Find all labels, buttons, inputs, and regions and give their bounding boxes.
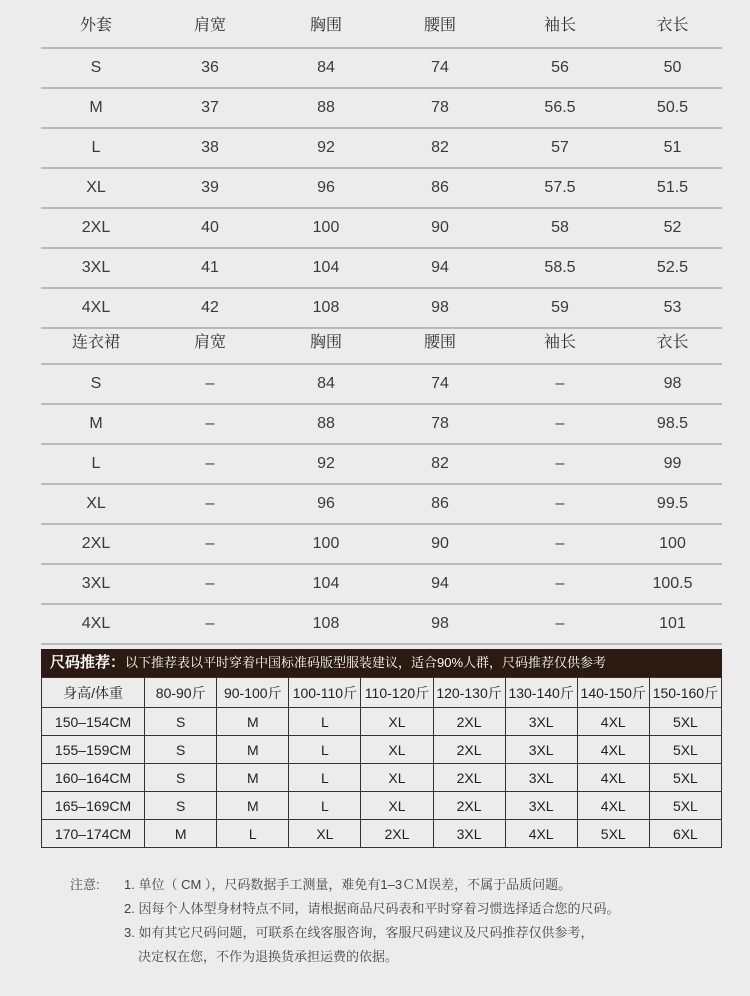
- measurement-cell: 53: [623, 288, 722, 328]
- recommended-size-cell: 6XL: [649, 820, 721, 848]
- measurement-cell: –: [151, 364, 269, 404]
- recommended-size-cell: 5XL: [649, 736, 721, 764]
- recommended-size-cell: 2XL: [433, 764, 505, 792]
- weight-range-header: 110-120斤: [361, 678, 433, 708]
- measurement-cell: 78: [383, 404, 497, 444]
- measurement-cell: 50.5: [623, 88, 722, 128]
- measurement-cell: 38: [151, 128, 269, 168]
- notes-label: 注意:: [70, 877, 100, 892]
- dress-header-cell: 胸围: [269, 317, 383, 364]
- size-label-cell: XL: [41, 168, 151, 208]
- note-text: 1. 单位（ CM ），尺码数据手工测量，难免有1–3ＣＭ误差，不属于品质问题。: [124, 877, 572, 892]
- dress-header-cell: 连衣裙: [41, 317, 151, 364]
- recommended-size-cell: 2XL: [361, 820, 433, 848]
- weight-range-header: 100-110斤: [289, 678, 361, 708]
- recommended-size-cell: XL: [361, 792, 433, 820]
- measurement-cell: 86: [383, 484, 497, 524]
- coat-header-cell: 肩宽: [151, 0, 269, 48]
- measurement-cell: 82: [383, 128, 497, 168]
- measurement-cell: 56.5: [497, 88, 623, 128]
- measurement-cell: 90: [383, 524, 497, 564]
- measurement-cell: 86: [383, 168, 497, 208]
- dress-table-row: [41, 604, 722, 644]
- recommended-size-cell: L: [289, 764, 361, 792]
- note-line: [70, 897, 619, 921]
- coat-header-cell: 袖长: [497, 0, 623, 48]
- recommended-size-cell: M: [217, 792, 289, 820]
- recommended-size-cell: L: [217, 820, 289, 848]
- recommended-size-cell: 4XL: [577, 708, 649, 736]
- dress-header-cell: 腰围: [383, 317, 497, 364]
- measurement-cell: –: [151, 604, 269, 644]
- measurement-cell: –: [151, 444, 269, 484]
- measurement-cell: –: [497, 524, 623, 564]
- note-line: [70, 945, 619, 969]
- measurement-cell: 56: [497, 48, 623, 88]
- recommended-size-cell: M: [145, 820, 217, 848]
- recommended-size-cell: 5XL: [649, 792, 721, 820]
- recommendation-table: [41, 677, 722, 848]
- coat-table-row: [41, 48, 722, 88]
- measurement-cell: 50: [623, 48, 722, 88]
- measurement-cell: 108: [269, 288, 383, 328]
- recommendation-header-row: [42, 678, 722, 708]
- dress-header-row: [41, 317, 722, 364]
- measurement-cell: 74: [383, 364, 497, 404]
- measurement-cell: 101: [623, 604, 722, 644]
- dress-header-cell: 衣长: [623, 317, 722, 364]
- measurement-cell: 98: [383, 288, 497, 328]
- recommended-size-cell: M: [217, 708, 289, 736]
- measurement-cell: 36: [151, 48, 269, 88]
- measurement-cell: –: [497, 564, 623, 604]
- measurement-cell: 100: [269, 524, 383, 564]
- measurement-cell: 100: [623, 524, 722, 564]
- coat-table-row: [41, 168, 722, 208]
- measurement-cell: 74: [383, 48, 497, 88]
- weight-range-header: 150-160斤: [649, 678, 721, 708]
- measurement-cell: –: [497, 404, 623, 444]
- size-label-cell: XL: [41, 484, 151, 524]
- recommended-size-cell: 4XL: [577, 764, 649, 792]
- coat-table-row: [41, 248, 722, 288]
- recommended-size-cell: 3XL: [433, 820, 505, 848]
- note-text: 3. 如有其它尺码问题，可联系在线客服咨询，客服尺码建议及尺码推荐仅供参考，: [124, 925, 594, 940]
- coat-size-table: [41, 0, 722, 329]
- height-range-cell: 165–169CM: [42, 792, 145, 820]
- measurement-cell: 99.5: [623, 484, 722, 524]
- measurement-cell: 82: [383, 444, 497, 484]
- size-label-cell: L: [41, 128, 151, 168]
- dress-size-table: [41, 317, 722, 645]
- weight-range-header: 130-140斤: [505, 678, 577, 708]
- measurement-cell: 59: [497, 288, 623, 328]
- coat-table-row: [41, 128, 722, 168]
- recommendation-row: [42, 820, 722, 848]
- weight-range-header: 90-100斤: [217, 678, 289, 708]
- height-range-cell: 155–159CM: [42, 736, 145, 764]
- dress-table-row: [41, 564, 722, 604]
- measurement-cell: 96: [269, 168, 383, 208]
- recommended-size-cell: 3XL: [505, 792, 577, 820]
- measurement-cell: 100.5: [623, 564, 722, 604]
- measurement-cell: 98.5: [623, 404, 722, 444]
- size-label-cell: M: [41, 404, 151, 444]
- recommended-size-cell: XL: [361, 764, 433, 792]
- recommended-size-cell: 4XL: [577, 736, 649, 764]
- recommended-size-cell: 4XL: [505, 820, 577, 848]
- measurement-cell: 104: [269, 564, 383, 604]
- measurement-cell: 57: [497, 128, 623, 168]
- size-label-cell: M: [41, 88, 151, 128]
- measurement-cell: 98: [383, 604, 497, 644]
- measurement-cell: 108: [269, 604, 383, 644]
- note-text: 2. 因每个人体型身材特点不同，请根据商品尺码表和平时穿着习惯选择适合您的尺码。: [124, 901, 620, 916]
- recommended-size-cell: L: [289, 708, 361, 736]
- measurement-cell: –: [497, 484, 623, 524]
- measurement-cell: 92: [269, 444, 383, 484]
- measurement-cell: 96: [269, 484, 383, 524]
- measurement-cell: 57.5: [497, 168, 623, 208]
- coat-header-cell: 腰围: [383, 0, 497, 48]
- height-range-cell: 170–174CM: [42, 820, 145, 848]
- weight-range-header: 120-130斤: [433, 678, 505, 708]
- measurement-cell: 98: [623, 364, 722, 404]
- recommendation-row: [42, 708, 722, 736]
- recommended-size-cell: 5XL: [649, 764, 721, 792]
- measurement-cell: 88: [269, 88, 383, 128]
- measurement-cell: –: [151, 524, 269, 564]
- recommendation-table-body: [42, 708, 722, 848]
- recommended-size-cell: S: [145, 708, 217, 736]
- measurement-cell: 39: [151, 168, 269, 208]
- dress-table-row: [41, 444, 722, 484]
- recommended-size-cell: S: [145, 792, 217, 820]
- coat-header-row: [41, 0, 722, 48]
- notes-section: [70, 873, 619, 969]
- note-line: [70, 873, 619, 897]
- size-label-cell: S: [41, 48, 151, 88]
- weight-range-header: 140-150斤: [577, 678, 649, 708]
- measurement-cell: 42: [151, 288, 269, 328]
- size-recommendation-section: [41, 649, 722, 848]
- recommended-size-cell: L: [289, 736, 361, 764]
- measurement-cell: 51: [623, 128, 722, 168]
- recommendation-subtitle: 以下推荐表以平时穿着中国标准码版型服装建议，适合90%人群，尺码推荐仅供参考: [125, 655, 607, 670]
- recommended-size-cell: 3XL: [505, 736, 577, 764]
- recommended-size-cell: S: [145, 736, 217, 764]
- height-weight-header: 身高/体重: [42, 678, 145, 708]
- measurement-cell: 100: [269, 208, 383, 248]
- dress-header-cell: 袖长: [497, 317, 623, 364]
- recommended-size-cell: 5XL: [649, 708, 721, 736]
- size-label-cell: 2XL: [41, 524, 151, 564]
- recommended-size-cell: L: [289, 792, 361, 820]
- recommended-size-cell: 5XL: [577, 820, 649, 848]
- coat-header-cell: 衣长: [623, 0, 722, 48]
- recommended-size-cell: XL: [361, 708, 433, 736]
- size-label-cell: L: [41, 444, 151, 484]
- dress-table-row: [41, 404, 722, 444]
- measurement-cell: –: [497, 604, 623, 644]
- measurement-cell: 51.5: [623, 168, 722, 208]
- recommended-size-cell: 2XL: [433, 736, 505, 764]
- dress-table-row: [41, 484, 722, 524]
- recommendation-row: [42, 764, 722, 792]
- recommended-size-cell: S: [145, 764, 217, 792]
- measurement-cell: –: [151, 564, 269, 604]
- coat-table-body: [41, 48, 722, 328]
- measurement-cell: 104: [269, 248, 383, 288]
- measurement-cell: –: [497, 364, 623, 404]
- coat-header-cell: 外套: [41, 0, 151, 48]
- measurement-cell: 78: [383, 88, 497, 128]
- measurement-cell: 84: [269, 48, 383, 88]
- dress-table-row: [41, 364, 722, 404]
- measurement-cell: 37: [151, 88, 269, 128]
- size-label-cell: 3XL: [41, 248, 151, 288]
- measurement-cell: 88: [269, 404, 383, 444]
- recommendation-title: 尺码推荐：: [50, 654, 126, 671]
- size-label-cell: 4XL: [41, 604, 151, 644]
- measurement-cell: 90: [383, 208, 497, 248]
- recommended-size-cell: XL: [289, 820, 361, 848]
- measurement-cell: 94: [383, 564, 497, 604]
- height-range-cell: 150–154CM: [42, 708, 145, 736]
- measurement-cell: 52.5: [623, 248, 722, 288]
- dress-table-body: [41, 364, 722, 644]
- size-label-cell: 2XL: [41, 208, 151, 248]
- measurement-cell: 41: [151, 248, 269, 288]
- height-range-cell: 160–164CM: [42, 764, 145, 792]
- measurement-cell: 92: [269, 128, 383, 168]
- note-text: 决定权在您，不作为退换货承担运费的依据。: [138, 949, 399, 964]
- measurement-cell: –: [151, 404, 269, 444]
- note-line: [70, 921, 619, 945]
- recommended-size-cell: M: [217, 764, 289, 792]
- recommendation-row: [42, 736, 722, 764]
- measurement-cell: –: [151, 484, 269, 524]
- measurement-cell: 58.5: [497, 248, 623, 288]
- weight-range-header: 80-90斤: [145, 678, 217, 708]
- dress-header-cell: 肩宽: [151, 317, 269, 364]
- measurement-cell: –: [497, 444, 623, 484]
- recommendation-row: [42, 792, 722, 820]
- recommendation-banner: [41, 649, 722, 677]
- coat-table-row: [41, 208, 722, 248]
- dress-table-row: [41, 524, 722, 564]
- measurement-cell: 99: [623, 444, 722, 484]
- measurement-cell: 40: [151, 208, 269, 248]
- size-label-cell: 4XL: [41, 288, 151, 328]
- recommended-size-cell: 3XL: [505, 764, 577, 792]
- size-label-cell: 3XL: [41, 564, 151, 604]
- recommended-size-cell: 2XL: [433, 792, 505, 820]
- recommended-size-cell: XL: [361, 736, 433, 764]
- coat-table-row: [41, 88, 722, 128]
- recommended-size-cell: 2XL: [433, 708, 505, 736]
- recommended-size-cell: 3XL: [505, 708, 577, 736]
- measurement-cell: 94: [383, 248, 497, 288]
- recommended-size-cell: 4XL: [577, 792, 649, 820]
- recommended-size-cell: M: [217, 736, 289, 764]
- measurement-cell: 52: [623, 208, 722, 248]
- coat-header-cell: 胸围: [269, 0, 383, 48]
- measurement-cell: 84: [269, 364, 383, 404]
- measurement-cell: 58: [497, 208, 623, 248]
- size-label-cell: S: [41, 364, 151, 404]
